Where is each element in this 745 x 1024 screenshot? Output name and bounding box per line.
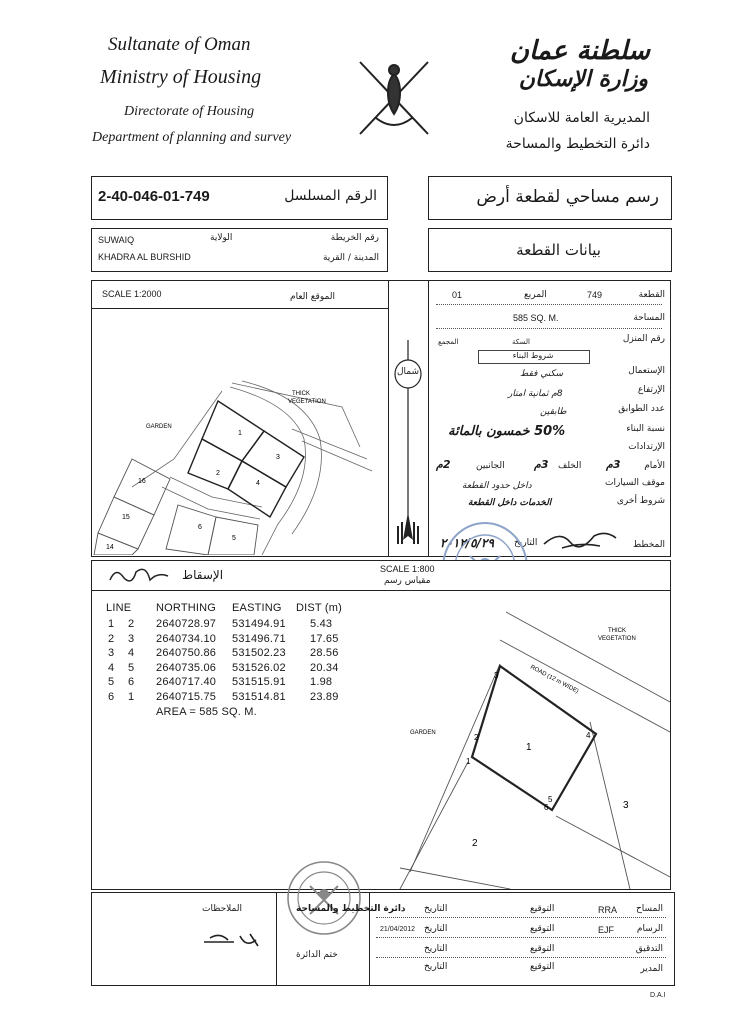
road-label: السكة: [512, 338, 530, 346]
coord-cell: 2640717.40: [156, 676, 217, 688]
small-map-plot-label: 4: [256, 480, 260, 487]
serial-number: 2-40-046-01-749: [98, 188, 210, 205]
projection-signature-icon: [106, 562, 172, 588]
header-en-line2: Ministry of Housing: [100, 66, 262, 88]
coord-cell: 20.34: [310, 661, 339, 674]
coord-cell: 5.43: [310, 618, 333, 630]
coord-cell: 531496.71: [232, 632, 286, 645]
coord-cell: 531514.81: [232, 690, 286, 703]
coord-area: AREA = 585 SQ. M.: [156, 706, 257, 718]
plot-detail-map: [380, 592, 670, 889]
surveyor-signature-label: التوقيع: [530, 904, 555, 914]
plot-data-title-box: [428, 228, 672, 272]
header-ar-line4: دائرة التخطيط والمساحة: [505, 136, 650, 152]
drafter-label: الرسام: [636, 924, 663, 934]
square-no: 01: [452, 290, 463, 300]
plot-label: القطعة: [638, 290, 665, 300]
conditions-title: شروط البناء: [512, 351, 554, 360]
small-map-vegetation: VEGETATION: [288, 399, 326, 405]
use-value: سكني فقط: [520, 369, 563, 379]
large-map-point-label: 3: [494, 671, 499, 680]
coord-cell: 5: [128, 661, 135, 674]
coord-cell: 531515.91: [232, 676, 286, 688]
planner-label: المخطط: [632, 540, 665, 550]
coord-cell: 531494.91: [232, 618, 286, 630]
block-label: المجمع: [438, 338, 459, 346]
dept-stamp-label: ختم الدائرة: [296, 950, 338, 960]
header-ar-line2: وزارة الإسكان: [518, 66, 648, 92]
parking-label: موقف السيارات: [605, 478, 665, 488]
coord-cell: 2640728.97: [156, 618, 217, 630]
large-map-plot-label: 2: [472, 838, 478, 849]
serial-label: الرقم المسلسل: [284, 188, 377, 204]
area-value: 585 SQ. M.: [513, 313, 559, 323]
coord-cell: 2640750.86: [156, 647, 217, 659]
coord-cell: 1: [128, 690, 135, 703]
coord-cell: 3: [108, 647, 115, 659]
other-label: شروط أخرى: [616, 496, 665, 506]
village-label: المدينة / القرية: [322, 253, 379, 263]
checker-signature-label: التوقيع: [530, 944, 555, 954]
coord-header-dist: DIST (m): [296, 602, 343, 614]
coord-cell: 28.56: [310, 647, 339, 659]
coord-cell: 2640734.10: [156, 632, 217, 645]
general-site-label: الموقع العام: [290, 292, 335, 302]
ratio-value: 50% خمسون بالمائة: [448, 424, 566, 439]
coord-cell: 6: [128, 676, 135, 688]
coord-cell: 6: [108, 690, 115, 703]
map-no-label: رقم الخريطة: [330, 233, 379, 243]
serial-box: [91, 176, 388, 220]
manager-date-label: التاريخ: [424, 962, 448, 972]
header-en-line1: Sultanate of Oman: [108, 34, 251, 55]
wilayat-label: الولاية: [210, 233, 233, 243]
square-label: المربع: [524, 290, 547, 300]
plot-no: 749: [587, 290, 603, 300]
small-map-plot-label: 6: [198, 524, 202, 531]
coord-cell: 4: [108, 661, 115, 674]
planner-date-value: ٢٠١٢/٥/٢٩: [440, 536, 494, 550]
coord-cell: 2640715.75: [156, 690, 217, 703]
drafter-date-label: التاريخ: [424, 924, 448, 934]
small-plot-1: [202, 401, 264, 461]
ratio-label: نسبة البناء: [626, 424, 665, 434]
small-map-garden: GARDEN: [146, 424, 172, 430]
use-label: الإستعمال: [628, 366, 665, 376]
checker-label: التدقيق: [635, 944, 663, 954]
floors-label: عدد الطوابق: [618, 404, 665, 414]
area-label: المساحة: [633, 313, 665, 323]
coord-cell: 5: [108, 676, 115, 688]
large-map-plot-label: 3: [623, 800, 629, 811]
coord-cell: 1.98: [310, 676, 333, 688]
village-value: KHADRA AL BURSHID: [98, 252, 191, 262]
header-en-line3: Directorate of Housing: [124, 104, 255, 119]
coord-cell: 531526.02: [232, 661, 286, 674]
coord-header-easting: EASTING: [232, 602, 282, 614]
parking-value: داخل حدود القطعة: [462, 481, 532, 491]
drafter-code: EJF: [598, 925, 615, 935]
projection-scale-ar: مقياس رسم: [384, 576, 431, 586]
small-map-plot-label: 16: [138, 478, 146, 485]
sides-value: 2م: [436, 458, 451, 471]
other-value: الخدمات داخل القطعة: [468, 498, 552, 508]
north-label: شمال: [396, 367, 420, 377]
department-stamp-text: دائرة التخطيط والمساحة: [296, 904, 406, 914]
sides-label: الجانبين: [476, 461, 505, 471]
large-map-thick: THICK: [608, 628, 626, 634]
back-value: 3م: [534, 458, 549, 471]
front-value: 3م: [606, 458, 621, 471]
large-map-point-label: 4: [586, 731, 591, 740]
coord-cell: 1: [108, 618, 115, 630]
floors-value: طابقين: [540, 407, 567, 417]
coord-cell: 2: [108, 632, 115, 645]
drafter-signature-label: التوقيع: [530, 924, 555, 934]
small-map-plot-label: 2: [216, 470, 220, 477]
large-map-point-label: 5: [548, 795, 553, 804]
notes-label: الملاحظات: [202, 904, 242, 914]
coord-cell: 531502.23: [232, 647, 286, 659]
footer-code: D.A.I: [650, 992, 666, 999]
coord-header-northing: NORTHING: [156, 602, 217, 614]
house-label: رقم المنزل: [622, 334, 665, 344]
wilayat-value: SUWAIQ: [98, 235, 135, 245]
coord-cell: 3: [128, 632, 135, 645]
small-map-plot-label: 15: [122, 514, 130, 521]
setbacks-label: الإرتدادات: [628, 442, 665, 452]
surveyor-label: المساح: [635, 904, 663, 914]
projection-label: الإسقاط: [182, 568, 224, 582]
header-ar-line1: سلطنة عمان: [509, 36, 650, 66]
coord-header-line: LINE: [106, 602, 132, 614]
planner-signature-icon: [540, 524, 620, 554]
large-map-plot-label: 1: [526, 742, 532, 753]
manager-signature-label: التوقيع: [530, 962, 555, 972]
small-map-thick: THICK: [292, 391, 310, 397]
coord-cell: 17.65: [310, 632, 339, 645]
drafter-date-value: 21/04/2012: [380, 926, 416, 933]
header-en-line4: Department of planning and survey: [92, 130, 292, 145]
header-ar-line3: المديرية العامة للاسكان: [513, 110, 650, 126]
planner-date-label: التاريخ: [514, 538, 538, 548]
checker-date-label: التاريخ: [424, 944, 448, 954]
general-site-scale: SCALE 1:2000: [102, 289, 162, 299]
small-plot-2: [188, 439, 242, 489]
coord-cell: 2: [128, 618, 135, 630]
plot-data-title: بيانات القطعة: [516, 241, 601, 259]
surveyor-code: RRA: [598, 905, 618, 915]
department-stamp-icon: [284, 858, 364, 938]
coord-cell: 23.89: [310, 690, 339, 703]
small-map-plot-label: 14: [106, 544, 114, 551]
oman-emblem-icon: [346, 52, 442, 144]
large-map-point-label: 1: [466, 757, 471, 766]
small-map-plot-label: 5: [232, 535, 236, 542]
surveyor-date-label: التاريخ: [424, 904, 448, 914]
height-value: 8م ثمانية امتار: [508, 389, 563, 399]
projection-scale: SCALE 1:800: [380, 564, 435, 574]
small-plot-4: [228, 461, 286, 517]
small-map-plot-label: 3: [276, 454, 280, 461]
small-map-plot-label: 1: [238, 430, 242, 437]
manager-label: المدير: [640, 964, 663, 974]
location-box: [91, 228, 388, 272]
title-box: [428, 176, 672, 220]
large-map-point-label: 2: [474, 733, 479, 742]
front-label: الأمام: [644, 461, 665, 471]
large-map-garden: GARDEN: [410, 730, 436, 736]
notes-signature-icon: [200, 930, 264, 952]
large-map-point-label: 6: [544, 803, 549, 812]
survey-title: رسم مساحي لقطعة أرض: [476, 187, 659, 207]
coord-cell: 2640735.06: [156, 661, 217, 674]
large-map-road: ROAD (12 m WIDE): [529, 664, 580, 695]
back-label: الخلف: [558, 461, 582, 471]
coord-cell: 4: [128, 647, 135, 659]
height-label: الإرتفاع: [637, 385, 665, 395]
general-site-map: [92, 309, 387, 555]
large-map-vegetation: VEGETATION: [598, 636, 636, 642]
